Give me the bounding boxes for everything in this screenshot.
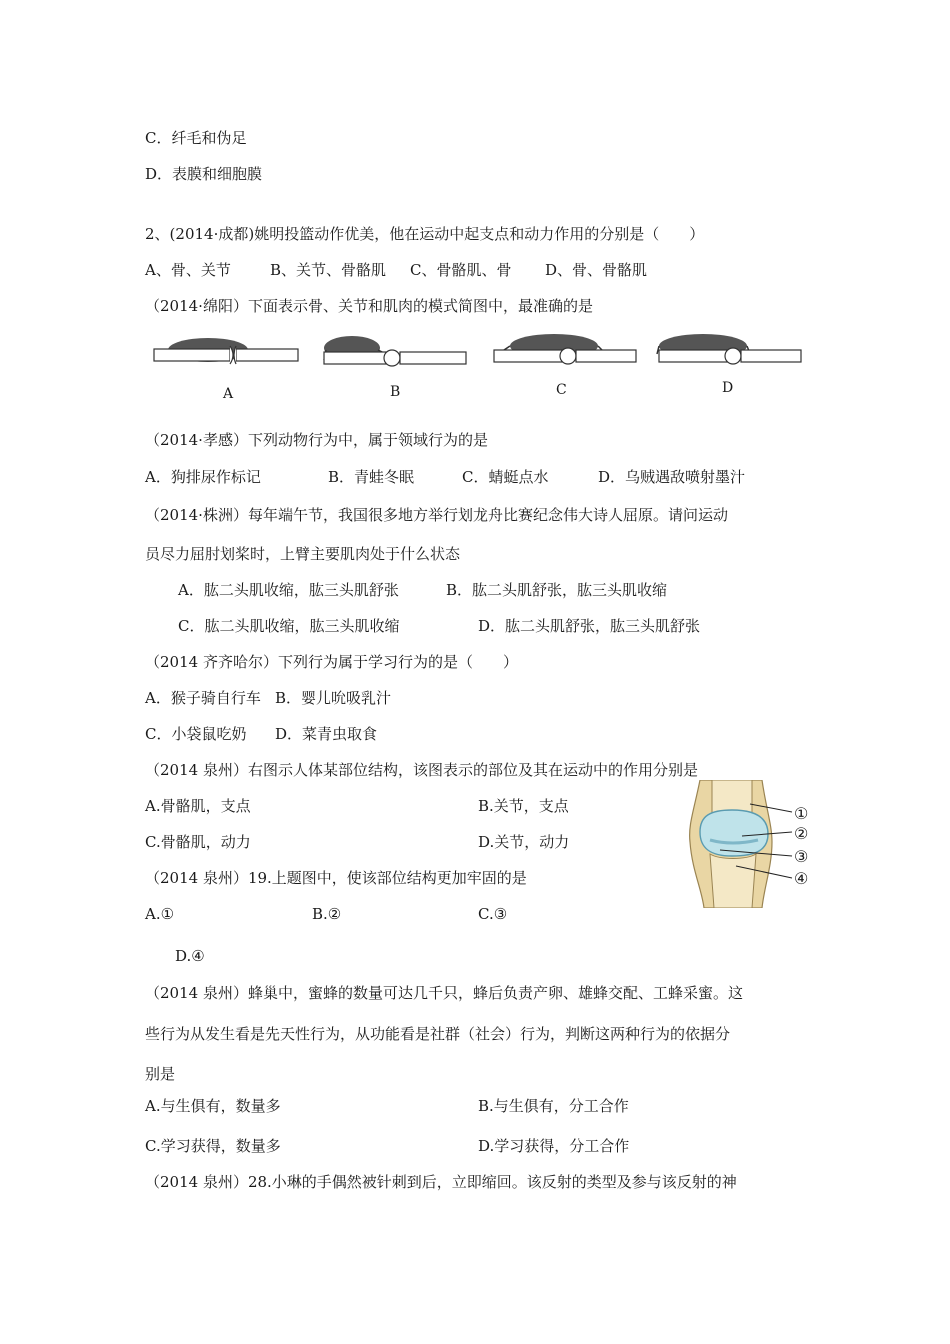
q7-option-d: D.关节，动力 xyxy=(478,833,570,851)
q9-option-b: B.与生俱有，分工合作 xyxy=(478,1097,629,1115)
q8-option-c: C.③ xyxy=(478,905,508,923)
q5-option-d: D．肱二头肌舒张，肱三头肌舒张 xyxy=(478,617,701,635)
knee-label-2: ② xyxy=(794,824,809,843)
question-4: （2014·孝感）下列动物行为中，属于领域行为的是 xyxy=(145,431,488,449)
question-9-line-1: （2014 泉州）蜂巢中，蜜蜂的数量可达几千只，蜂后负责产卵、雄蜂交配、工蜂采蜜。这 xyxy=(145,984,743,1002)
q6-option-b: B．婴儿吮吸乳汁 xyxy=(275,689,392,707)
question-10: （2014 泉州）28.小琳的手偶然被针刺到后，立即缩回。该反射的类型及参与该反射的神 xyxy=(145,1173,737,1191)
q4-option-a: A．狗排尿作标记 xyxy=(145,468,261,486)
q8-option-d: D.④ xyxy=(175,947,205,965)
q6-option-a: A．猴子骑自行车 xyxy=(145,689,261,707)
q4-option-b: B．青蛙冬眠 xyxy=(328,468,415,486)
question-5-line-1: （2014·株洲）每年端午节，我国很多地方举行划龙舟比赛纪念伟大诗人屈原。请问运动 xyxy=(145,506,728,524)
q2-option-d: D、骨、骨骼肌 xyxy=(545,261,648,279)
q9-option-a: A.与生俱有，数量多 xyxy=(145,1097,281,1115)
option-d-line: D．表膜和细胞膜 xyxy=(145,165,263,183)
figure-label-a: A xyxy=(223,386,234,402)
question-9-line-3: 别是 xyxy=(145,1065,176,1083)
q9-option-d: D.学习获得，分工合作 xyxy=(478,1137,630,1155)
q4-option-d: D．乌贼遇敌喷射墨汁 xyxy=(598,468,746,486)
q9-option-c: C.学习获得，数量多 xyxy=(145,1137,281,1155)
question-3: （2014·绵阳）下面表示骨、关节和肌肉的模式简图中，最准确的是 xyxy=(145,297,593,315)
question-2: 2、(2014·成都)姚明投篮动作优美，他在运动中起支点和动力作用的分别是（ ） xyxy=(145,225,705,243)
knee-label-4: ④ xyxy=(794,869,809,888)
figure-label-b: B xyxy=(390,384,401,400)
q5-option-a: A．肱二头肌收缩，肱三头肌舒张 xyxy=(178,581,399,599)
question-5-line-2: 员尽力屈肘划桨时，上臂主要肌肉处于什么状态 xyxy=(145,545,461,563)
q5-option-c: C．肱二头肌收缩，肱三头肌收缩 xyxy=(178,617,400,635)
q4-option-c: C．蜻蜓点水 xyxy=(462,468,549,486)
knee-label-1: ① xyxy=(794,804,809,823)
q2-option-c: C、骨骼肌、骨 xyxy=(410,261,512,279)
q2-option-a: A、骨、关节 xyxy=(145,261,231,279)
q2-option-b: B、关节、骨骼肌 xyxy=(270,261,387,279)
q7-option-a: A.骨骼肌，支点 xyxy=(145,797,251,815)
q7-option-b: B.关节，支点 xyxy=(478,797,569,815)
q5-option-b: B．肱二头肌舒张，肱三头肌收缩 xyxy=(446,581,668,599)
bone-joint-figure-row xyxy=(150,326,810,406)
question-9-line-2: 些行为从发生看是先天性行为，从功能看是社群（社会）行为，判断这两种行为的依据分 xyxy=(145,1025,731,1043)
figure-label-d: D xyxy=(722,380,734,396)
q6-option-c: C．小袋鼠吃奶 xyxy=(145,725,247,743)
question-8: （2014 泉州）19.上题图中，使该部位结构更加牢固的是 xyxy=(145,869,527,887)
q6-option-d: D．菜青虫取食 xyxy=(275,725,378,743)
q8-option-a: A.① xyxy=(145,905,175,923)
q8-option-b: B.② xyxy=(312,905,342,923)
question-7: （2014 泉州）右图示人体某部位结构，该图表示的部位及其在运动中的作用分别是 xyxy=(145,761,698,779)
figure-label-c: C xyxy=(556,382,567,398)
knee-label-3: ③ xyxy=(794,847,809,866)
question-6: （2014 齐齐哈尔）下列行为属于学习行为的是（ ） xyxy=(145,653,518,671)
q7-option-c: C.骨骼肌，动力 xyxy=(145,833,251,851)
option-c-line: C．纤毛和伪足 xyxy=(145,129,247,147)
